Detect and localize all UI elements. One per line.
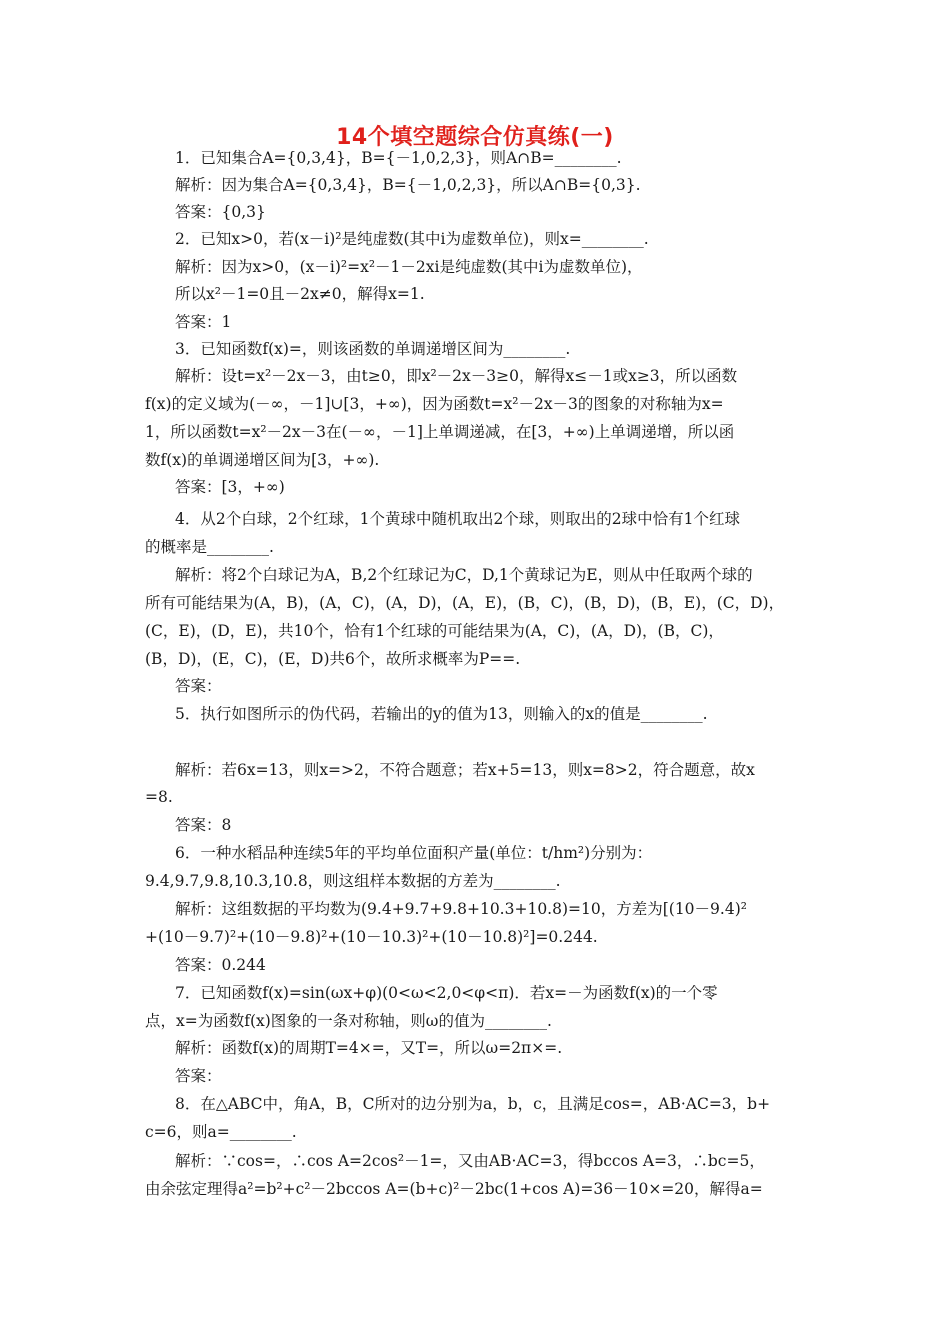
page-title: 14个填空题综合仿真练(一): [336, 125, 614, 150]
text-line: 所有可能结果为(A，B)，(A，C)，(A，D)，(A，E)，(B，C)，(B，D)，(B，E)，(C，D)，: [145, 594, 785, 612]
text-line: 点，x=为函数f(x)图象的一条对称轴，则ω的值为________.: [145, 1012, 552, 1030]
text-line: =8.: [145, 788, 173, 806]
text-line: 解析：若6x=13，则x=>2，不符合题意；若x+5=13，则x=8>2，符合题意，故x: [175, 761, 755, 779]
text-line: +(10－9.7)²+(10－9.8)²+(10－10.3)²+(10－10.8)²]=0.244.: [145, 928, 598, 946]
text-line: 4．从2个白球，2个红球，1个黄球中随机取出2个球，则取出的2球中恰有1个红球: [175, 510, 741, 528]
text-line: 6．一种水稻品种连续5年的平均单位面积产量(单位：t/hm²)分别为：: [175, 844, 653, 862]
text-line: 解析：将2个白球记为A，B,2个红球记为C，D,1个黄球记为E，则从中任取两个球的: [175, 566, 753, 584]
text-line: 数f(x)的单调递增区间为[3，+∞).: [145, 451, 380, 469]
text-line: (C，E)，(D，E)，共10个，恰有1个红球的可能结果为(A，C)，(A，D)，(B，C)，: [145, 622, 724, 640]
text-line: 答案：: [175, 677, 222, 695]
text-line: 7．已知函数f(x)=sin(ωx+φ)(0<ω<2,0<φ<π)．若x=－为函数f(x)的一个零: [175, 984, 718, 1002]
text-line: 的概率是________.: [145, 538, 274, 556]
text-line: 5．执行如图所示的伪代码，若输出的y的值为13，则输入的x的值是________.: [175, 705, 708, 723]
text-line: 8．在△ABC中，角A，B，C所对的边分别为a，b，c，且满足cos=，AB·AC=3，b+: [175, 1095, 771, 1113]
text-line: 解析：设t=x²－2x－3，由t≥0，即x²－2x－3≥0，解得x≤－1或x≥3，所以函数: [175, 367, 738, 385]
text-line: 答案：8: [175, 816, 232, 834]
text-line: 解析：∵cos=，∴cos A=2cos²－1=，又由AB·AC=3，得bccos A=3，∴bc=5，: [175, 1152, 765, 1170]
text-line: 答案：{0,3}: [175, 203, 266, 221]
text-line: 9.4,9.7,9.8,10.3,10.8，则这组样本数据的方差为________.: [145, 872, 561, 890]
text-line: 由余弦定理得a²=b²+c²－2bccos A=(b+c)²－2bc(1+cos A)=36－10×=20，解得a=: [145, 1180, 763, 1198]
text-line: 解析：因为x>0，(x－i)²=x²－1－2xi是纯虚数(其中i为虚数单位)，: [175, 258, 643, 276]
text-line: 所以x²－1=0且－2x≠0，解得x=1.: [175, 285, 425, 303]
text-line: 1，所以函数t=x²－2x－3在(－∞，－1]上单调递减，在[3，+∞)上单调递增，所以函: [145, 423, 735, 441]
text-line: 答案：0.244: [175, 956, 266, 974]
text-line: 解析：这组数据的平均数为(9.4+9.7+9.8+10.3+10.8)=10，方差为[(10－9.4)²: [175, 900, 747, 918]
text-line: 答案：[3，+∞): [175, 478, 285, 496]
text-line: 答案：: [175, 1067, 222, 1085]
text-line: f(x)的定义域为(－∞，－1]∪[3，+∞)，因为函数t=x²－2x－3的图象的对称轴为x=: [145, 395, 724, 413]
text-line: 答案：1: [175, 313, 232, 331]
text-line: 解析：因为集合A={0,3,4}，B={－1,0,2,3}，所以A∩B={0,3}.: [175, 176, 641, 194]
text-line: 3．已知函数f(x)=，则该函数的单调递增区间为________.: [175, 340, 571, 358]
text-line: 1．已知集合A={0,3,4}，B={－1,0,2,3}，则A∩B=________.: [175, 149, 622, 167]
text-line: c=6，则a=________.: [145, 1123, 297, 1141]
text-line: 解析：函数f(x)的周期T=4×=，又T=，所以ω=2π×=.: [175, 1039, 563, 1057]
text-line: (B，D)，(E，C)，(E，D)共6个，故所求概率为P==.: [145, 650, 521, 668]
text-line: 2．已知x>0，若(x－i)²是纯虚数(其中i为虚数单位)，则x=________.: [175, 230, 649, 248]
